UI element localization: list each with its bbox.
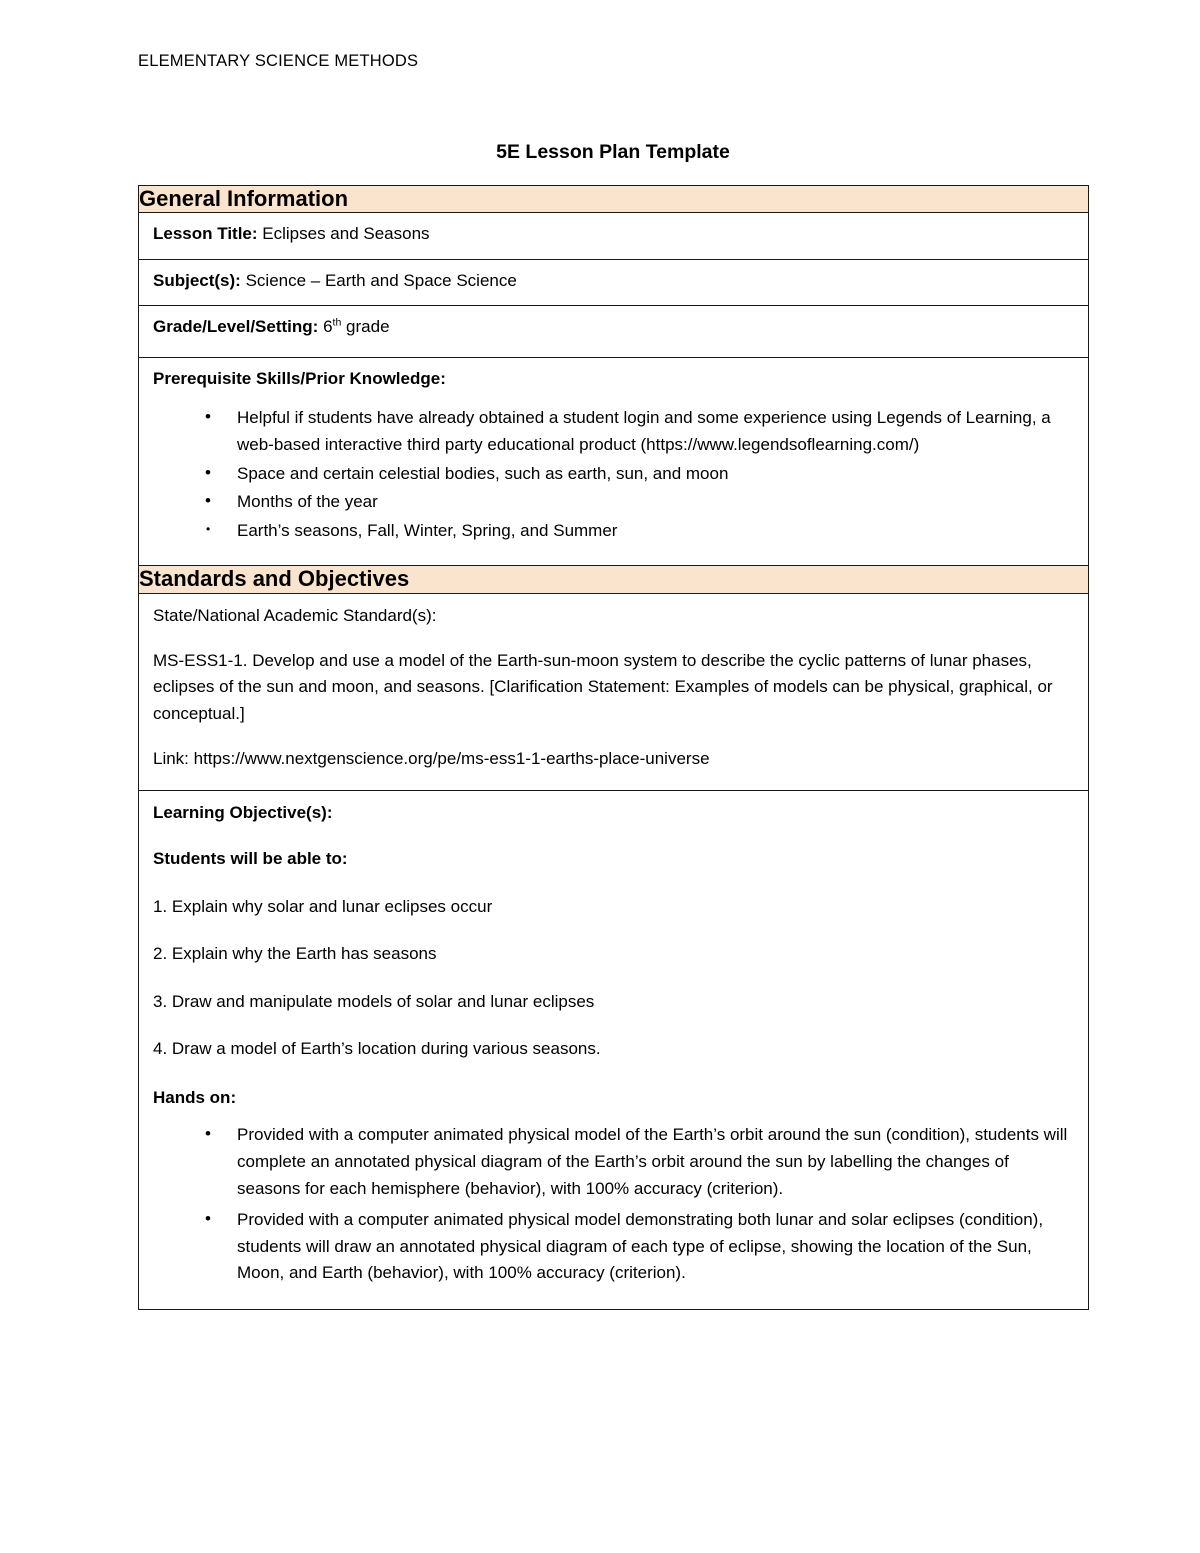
list-item: • Helpful if students have already obtained a student login and some experience using Legends of Learning, a web-based interactive third party educational product (https://www.legendsoflearning.com/) bbox=[153, 405, 1074, 459]
grade-level-value-superscript: th bbox=[332, 315, 342, 328]
standards-body: MS-ESS1-1. Develop and use a model of the Earth-sun-moon system to describe the cyclic patterns of lunar phases, eclipses of the sun and moon, and seasons. [Clarification Statement: Examples of models can be physical, graphical, or conceptual.] bbox=[153, 650, 1053, 723]
table-row-prerequisites bbox=[139, 357, 1089, 565]
list-item: • Space and certain celestial bodies, such as earth, sun, and moon bbox=[153, 461, 1074, 488]
lesson-plan-table bbox=[138, 185, 1089, 1310]
hands-on-label: Hands on: bbox=[153, 1087, 237, 1107]
lesson-title-value: Eclipses and Seasons bbox=[262, 224, 430, 244]
section-header-standards-and-objectives bbox=[139, 566, 1089, 593]
standards-link[interactable]: Link: https://www.nextgenscience.org/pe/ms-ess1-1-earths-place-universe bbox=[153, 748, 710, 768]
subjects-value: Science – Earth and Space Science bbox=[245, 270, 517, 290]
lesson-title-label: Lesson Title: bbox=[153, 224, 258, 244]
prerequisites-label: Prerequisite Skills/Prior Knowledge: bbox=[153, 368, 446, 388]
page-title: 5E Lesson Plan Template bbox=[496, 141, 730, 163]
table-row-lesson-title bbox=[139, 213, 1089, 259]
hands-on-bullet-list bbox=[153, 1122, 1074, 1287]
table-row-standards bbox=[139, 593, 1089, 791]
learning-objectives-stem: Students will be able to: bbox=[153, 848, 348, 868]
subjects-label: Subject(s): bbox=[153, 270, 241, 290]
standards-label: State/National Academic Standard(s): bbox=[153, 605, 437, 625]
list-item: • Provided with a computer animated physical model of the Earth’s orbit around the sun (condition), students will complete an annotated physical diagram of the Earth’s orbit around the sun by labelling the changes of seasons for each hemisphere (behavior), with 100% accuracy (criterion). bbox=[153, 1122, 1074, 1203]
table-row-learning-objectives bbox=[139, 791, 1089, 1310]
objective-item: 3. Draw and manipulate models of solar and lunar eclipses bbox=[153, 991, 595, 1011]
grade-level-value-rest: grade bbox=[341, 316, 390, 336]
prerequisites-bullet-list bbox=[153, 405, 1074, 545]
table-row-grade-level-setting bbox=[139, 305, 1089, 357]
section-header-general-information bbox=[139, 186, 1089, 213]
grade-level-setting-label: Grade/Level/Setting: bbox=[153, 316, 319, 336]
objective-item: 2. Explain why the Earth has seasons bbox=[153, 944, 437, 964]
learning-objectives-label: Learning Objective(s): bbox=[153, 803, 333, 823]
objective-item: 1. Explain why solar and lunar eclipses occur bbox=[153, 896, 493, 916]
objective-item: 4. Draw a model of Earth’s location during various seasons. bbox=[153, 1039, 601, 1059]
list-item: • Months of the year bbox=[153, 489, 1074, 516]
grade-level-value-number: 6 bbox=[323, 316, 333, 336]
standards-and-objectives-heading: Standards and Objectives bbox=[139, 566, 410, 592]
list-item: • Earth’s seasons, Fall, Winter, Spring, and Summer bbox=[153, 518, 1074, 545]
general-information-heading: General Information bbox=[139, 186, 349, 211]
table-row-subjects bbox=[139, 259, 1089, 305]
list-item: • Provided with a computer animated physical model demonstrating both lunar and solar eclipses (condition), students will draw an annotated physical diagram of each type of eclipse, showing the location of the Sun, Moon, and Earth (behavior), with 100% accuracy (criterion). bbox=[153, 1207, 1074, 1288]
running-head: ELEMENTARY SCIENCE METHODS bbox=[138, 52, 419, 70]
